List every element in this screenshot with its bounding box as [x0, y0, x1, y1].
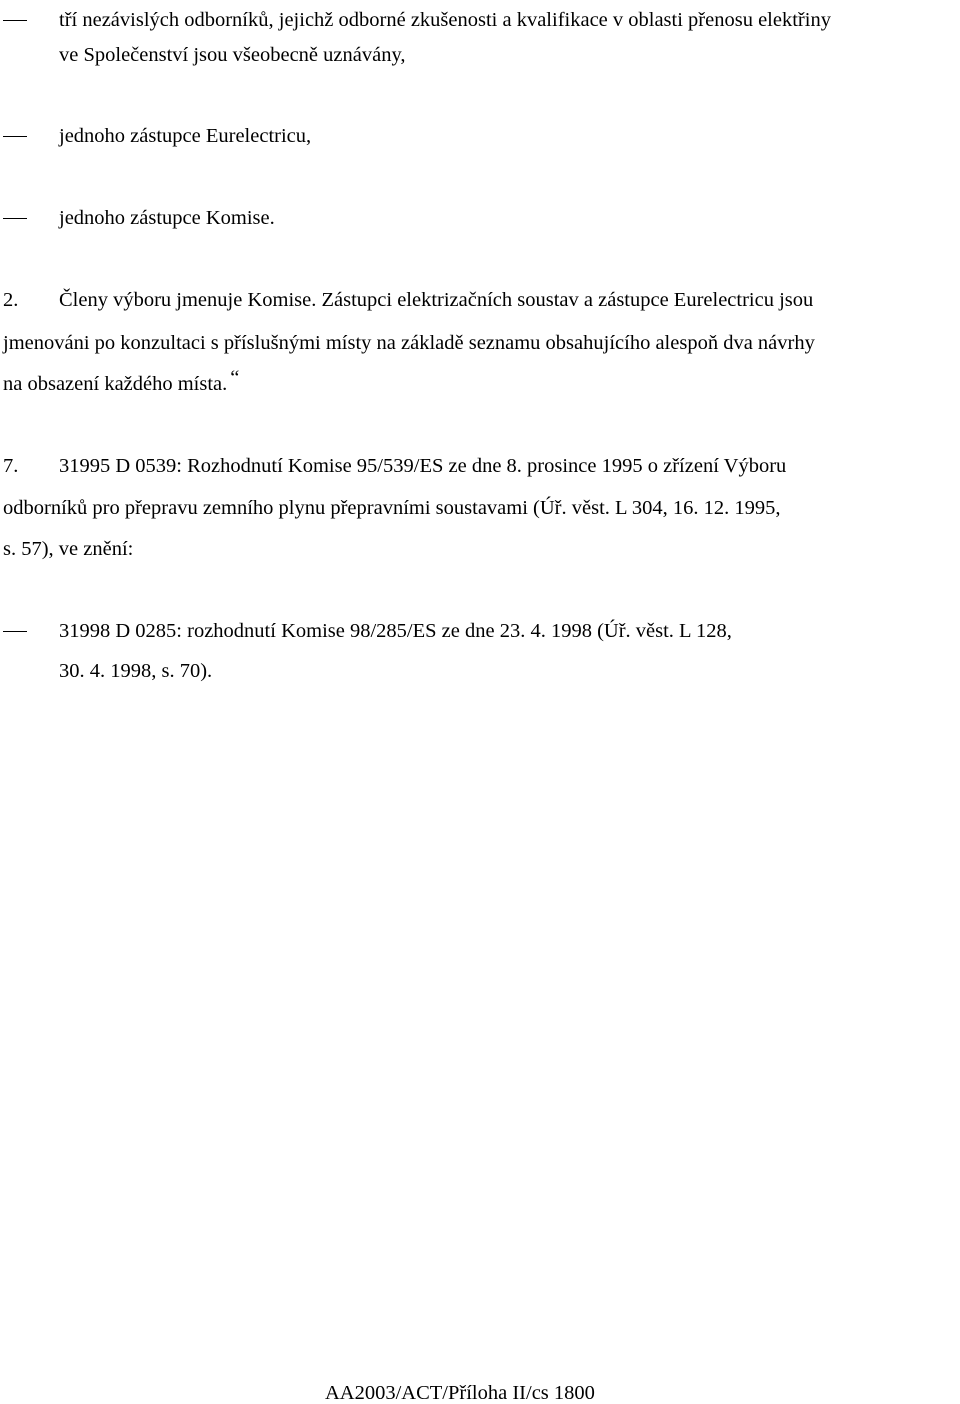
- bullet-text-line: 31998 D 0285: rozhodnutí Komise 98/285/ES ze dne 23. 4. 1998 (Úř. věst. L 128,: [59, 620, 732, 642]
- page-footer: AA2003/ACT/Příloha II/cs 1800: [325, 1382, 595, 1404]
- paragraph-number: 2.: [3, 289, 19, 311]
- bullet-dash: [3, 631, 27, 632]
- bullet-text-line: jednoho zástupce Komise.: [59, 207, 275, 229]
- paragraph-line: s. 57), ve znění:: [3, 538, 134, 560]
- paragraph-line: 31995 D 0539: Rozhodnutí Komise 95/539/ES ze dne 8. prosince 1995 o zřízení Výboru: [59, 455, 787, 477]
- paragraph-line: jmenováni po konzultaci s příslušnými místy na základě seznamu obsahujícího alespoň dva návrhy: [3, 332, 815, 354]
- bullet-text-line: jednoho zástupce Eurelectricu,: [59, 125, 312, 147]
- paragraph-number: 7.: [3, 455, 19, 477]
- bullet-dash: [3, 20, 27, 21]
- bullet-text-line: ve Společenství jsou všeobecně uznávány,: [59, 44, 406, 66]
- closing-quote: “: [230, 367, 240, 389]
- bullet-dash: [3, 136, 27, 137]
- paragraph-line-text: na obsazení každého místa.: [3, 373, 228, 395]
- paragraph-line: Členy výboru jmenuje Komise. Zástupci elektrizačních soustav a zástupce Eurelectricu jsou: [59, 289, 814, 311]
- bullet-text-line: tří nezávislých odborníků, jejichž odborné zkušenosti a kvalifikace v oblasti přenosu elektřiny: [59, 9, 831, 31]
- bullet-dash: [3, 218, 27, 219]
- paragraph-line: odborníků pro přepravu zemního plynu přepravními soustavami (Úř. věst. L 304, 16. 12. 1995,: [3, 497, 781, 519]
- paragraph-line: [3, 367, 240, 395]
- bullet-text-line: 30. 4. 1998, s. 70).: [59, 660, 213, 682]
